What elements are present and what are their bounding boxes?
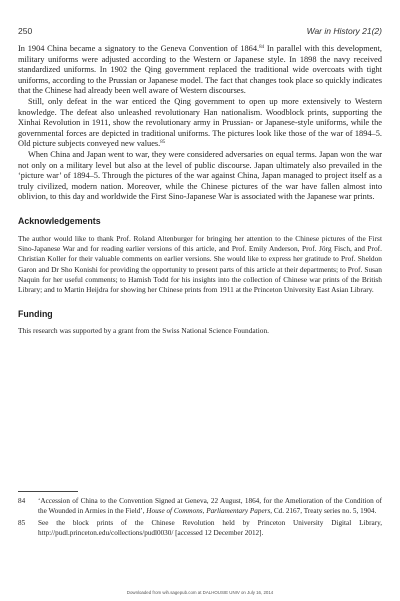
- acknowledgements-text: The author would like to thank Prof. Roland Altenburger for bringing her attention to the Chinese pictures of the First Sino-Japanese War and for reading earlier versions of this article, and Prof. Emily Anderson, Prof. Jörg Fisch, and Prof. Christian Koller for their valuable comments on earlier versions. She would like to express her gratitude to Prof. Sheldon Garon and Dr Sho Konishi for providing the opportunity to present parts of this article at their departments; to Prof. Susan Naquin for her useful comments; to Hamish Todd for his insights into the collection of Chinese war prints of the British Library; and to Martin Heijdra for showing her Chinese prints from 1911 at the Princeton University East Asian Library.: [18, 233, 382, 295]
- footnote-ref[interactable]: 84: [259, 45, 265, 50]
- acknowledgements-heading: Acknowledgements: [18, 215, 101, 226]
- journal-title: War in History 21(2): [306, 26, 382, 36]
- footnote-item: [18, 518, 382, 539]
- funding-heading: Funding: [18, 308, 53, 319]
- paragraph-text: When China and Japan went to war, they were considered adversaries on equal terms. Japan won the war not only on a military level but also at the level of public discourse. Japan ultimately also prevailed in the ‘picture war’ of 1894–5. Through the pictures of the war against China, Japan managed to project itself as a truly civilized, modern nation. Moreover, while the Chinese pictures of the war have fallen almost into oblivion, to this day and worldwide the First Sino-Japanese War is associated with the Japanese war prints.: [18, 149, 382, 202]
- footnote-text: ‘Accession of China to the Convention Signed at Geneva, 22 August, 1864, for the Amelioration of the Condition of the Wounded in Armies in the Field’, House of Commons, Parliamentary Papers, Cd. 2167, Treaty series no. 5, 1904.: [38, 497, 382, 516]
- funding-text: This research was supported by a grant from the Swiss National Science Foundation.: [18, 326, 270, 336]
- footnote-number: 84: [18, 497, 26, 505]
- download-notice: Downloaded from wih.sagepub.com at DALHOUSIE UNIV on July 16, 2014: [126, 590, 274, 595]
- body-paragraph: [18, 97, 382, 150]
- body-paragraph: [18, 150, 382, 203]
- main-text: [18, 44, 382, 337]
- paragraph-text: Still, only defeat in the war enticed the Qing government to open up more extensively to Western knowledge. The defeat also unleashed revolutionary Han nationalism. Woodblock prints, supporting the Xinhai Revolution in 1911, show the revolutionary army in Prussian- or Japanese-style uniforms, while the governmental forces are depicted in traditional uniforms. The pictures look like those of the war of 1894–5. Old picture subjects conveyed new values.: [18, 96, 382, 149]
- page-number: 250: [18, 26, 33, 36]
- footnote-item: [18, 496, 382, 517]
- footnote-number: 85: [18, 518, 26, 527]
- footnote-ref[interactable]: 85: [160, 140, 166, 146]
- paragraph-text: In parallel with this development, military uniforms were adjusted according to the Western or Japanese style. In 1898 the navy received standardized uniforms. In 1902 the Qing government replaced the traditional wide overcoats with tight uniforms, according to the Prussian or Japanese model. The fact that changes took place so quickly indicates that the Chinese had already been well aware of Western discourses.: [18, 44, 382, 96]
- paragraph-text: In 1904 China became a signatory to the Geneva Convention of 1864.: [18, 44, 260, 53]
- body-paragraph: [18, 44, 382, 97]
- footnote-text[interactable]: See the block prints of the Chinese Revolution held by Princeton University Digital Library, http://pudl.princeton.edu/collections/pudl0030/ [accessed 12 December 2012].: [38, 518, 382, 537]
- footnotes: [18, 496, 382, 539]
- footnote-divider: [18, 491, 78, 492]
